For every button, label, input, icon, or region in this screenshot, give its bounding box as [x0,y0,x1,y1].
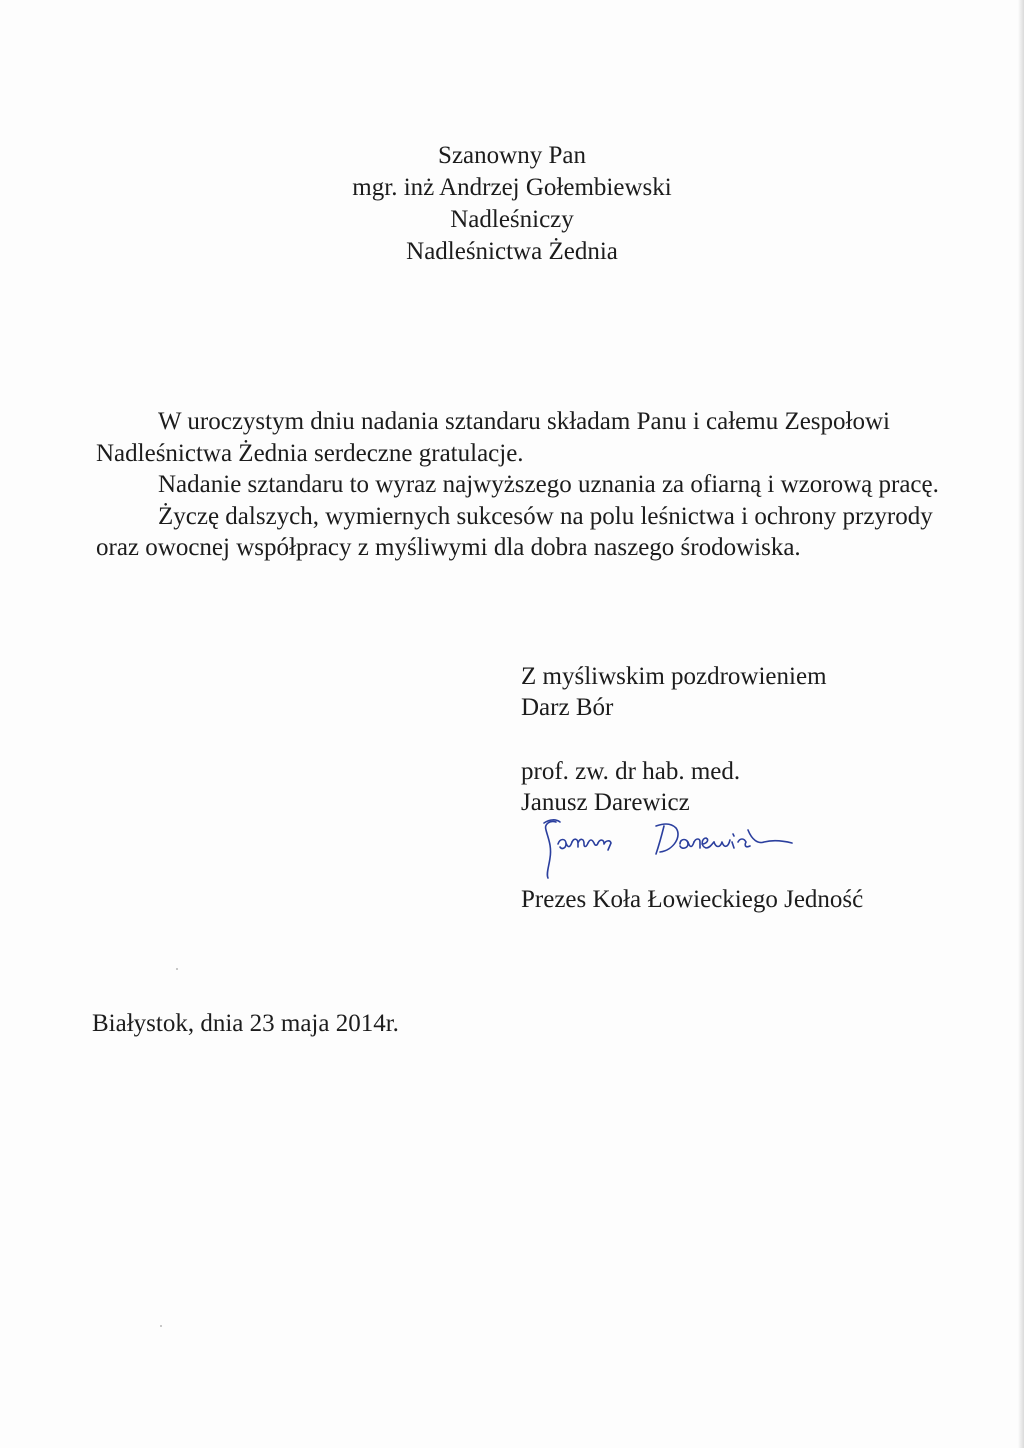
addressee-salutation: Szanowny Pan [438,142,586,169]
sender-block [521,756,740,818]
scan-speck [176,968,178,970]
body-paragraph-congratulations: W uroczystym dniu nadania sztandaru składam Panu i całemu Zespołowi Nadleśnictwa Żednia serdeczne gratulacje. [96,408,890,467]
addressee-block [0,140,1024,268]
closing-greeting-block [521,661,827,723]
sender-title: prof. zw. dr hab. med. [521,758,741,785]
place-and-date: Białystok, dnia 23 maja 2014r. [92,1010,399,1037]
addressee-position: Nadleśniczy [450,206,574,233]
closing-greeting: Z myśliwskim pozdrowieniem [521,663,827,690]
sender-name: Janusz Darewicz [521,789,690,816]
handwritten-signature [534,810,804,880]
scan-speck [160,1325,162,1327]
sender-position: Prezes Koła Łowieckiego Jedność [521,886,864,913]
addressee-organization: Nadleśnictwa Żednia [406,238,618,265]
body-paragraph-recognition: Nadanie sztandaru to wyraz najwyższego uznania za ofiarną i wzorową pracę. [158,471,939,498]
body-paragraph-wishes: Życzę dalszych, wymiernych sukcesów na polu leśnictwa i ochrony przyrody oraz owocnej współpracy z myśliwymi dla dobra naszego środowiska. [96,502,933,561]
addressee-name: mgr. inż Andrzej Gołembiewski [352,174,672,201]
closing-motto: Darz Bór [521,694,614,721]
letter-body [96,406,946,564]
